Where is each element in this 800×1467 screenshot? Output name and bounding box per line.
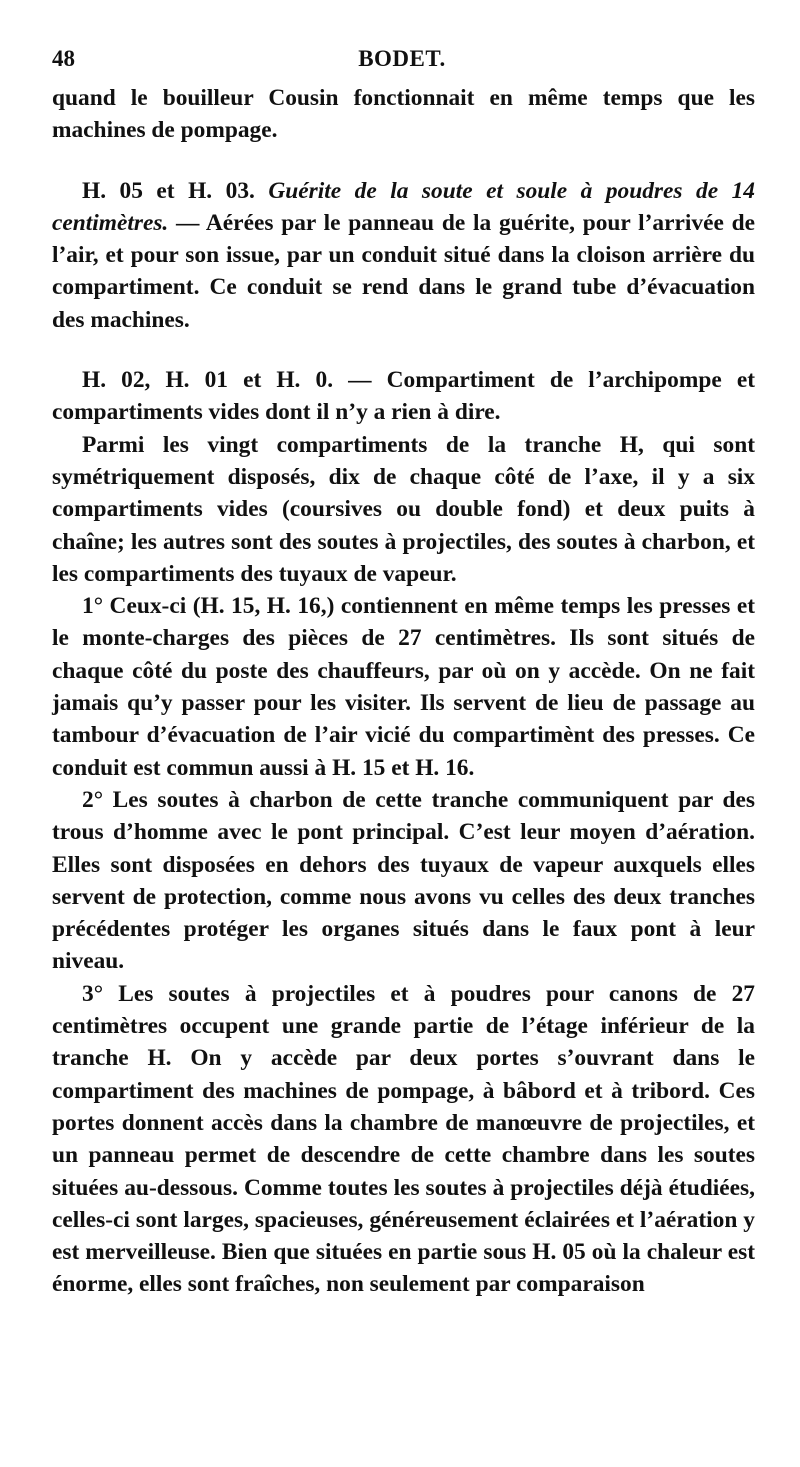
page-number: 48 xyxy=(52,46,75,71)
paragraph-h02-h01-h0: H. 02, H. 01 et H. 0. — Compartiment de l’archipompe et compartiments vides dont il n’y a rien à dire. xyxy=(52,367,755,426)
paragraph-tranche-h: Parmi les vingt compartiments de la tranche H, qui sont symétriquement disposés, dix de chaque côté de l’axe, il y a six compartiments vides (coursives ou double fond) et deux puits à chaîne; les autres sont des soutes à projectiles, des soutes à charbon, et les compartiments des tuyaux de vapeur. xyxy=(52,431,755,587)
paragraph-item-3: 3° Les soutes à projectiles et à poudres pour canons de 27 centimètres occupent une grande partie de l’étage inférieur de la tranche H. On y accède par deux portes s’ouvrant dans le compartiment des machines de pompage, à bâbord et à tribord. Ces portes donnent accès dans la chambre de manœuvre de projectiles, et un panneau permet de descendre de cette chambre dans les soutes situées au-dessous. Comme toutes les soutes à projectiles déjà étudiées, celles-ci sont larges, spacieuses, généreusement éclairées et l’aération y est merveilleuse. Bien que situées en partie sous H. 05 où la chaleur est énorme, elles sont fraîches, non seulement par comparaison xyxy=(52,980,755,1298)
running-head: BODET. xyxy=(358,46,446,71)
section-title: Guérite de la soute et soule à poudres de 14 centimètres. xyxy=(52,177,755,236)
page-header xyxy=(52,38,752,82)
paragraph-continuation: quand le bouilleur Cousin fonctionnait en même temps que les machines de pompage. xyxy=(52,85,755,144)
section-reference: H. 05 et H. 03. xyxy=(82,177,255,204)
body-text xyxy=(52,82,755,1301)
paragraph-item-2: 2° Les soutes à charbon de cette tranche communiquent par des trous d’homme avec le pont principal. C’est leur moyen d’aération. Elles sont disposées en dehors des tuyaux de vapeur auxquels elles servent de protection, comme nous avons vu celles des deux tranches précédentes protéger les organes situés dans le faux pont à leur niveau. xyxy=(52,786,755,975)
paragraph-h05-h03 xyxy=(52,175,755,336)
paragraph-item-1: 1° Ceux-ci (H. 15, H. 16,) contiennent en même temps les presses et le monte-charges des pièces de 27 centimètres. Ils sont situés de chaque côté du poste des chauffeurs, par où on y accède. On ne fait jamais qu’y passer pour les visiter. Ils servent de lieu de passage au tambour d’évacuation de l’air vicié du compartimènt des presses. Ce conduit est commun aussi à H. 15 et H. 16. xyxy=(52,593,755,781)
paragraph-text: — Aérées par le panneau de la guérite, pour l’arrivée de l’air, et pour son issue, par un conduit situé dans la cloison arrière du compartiment. Ce conduit se rend dans le grand tube d’évacuation des machines. xyxy=(52,209,755,333)
